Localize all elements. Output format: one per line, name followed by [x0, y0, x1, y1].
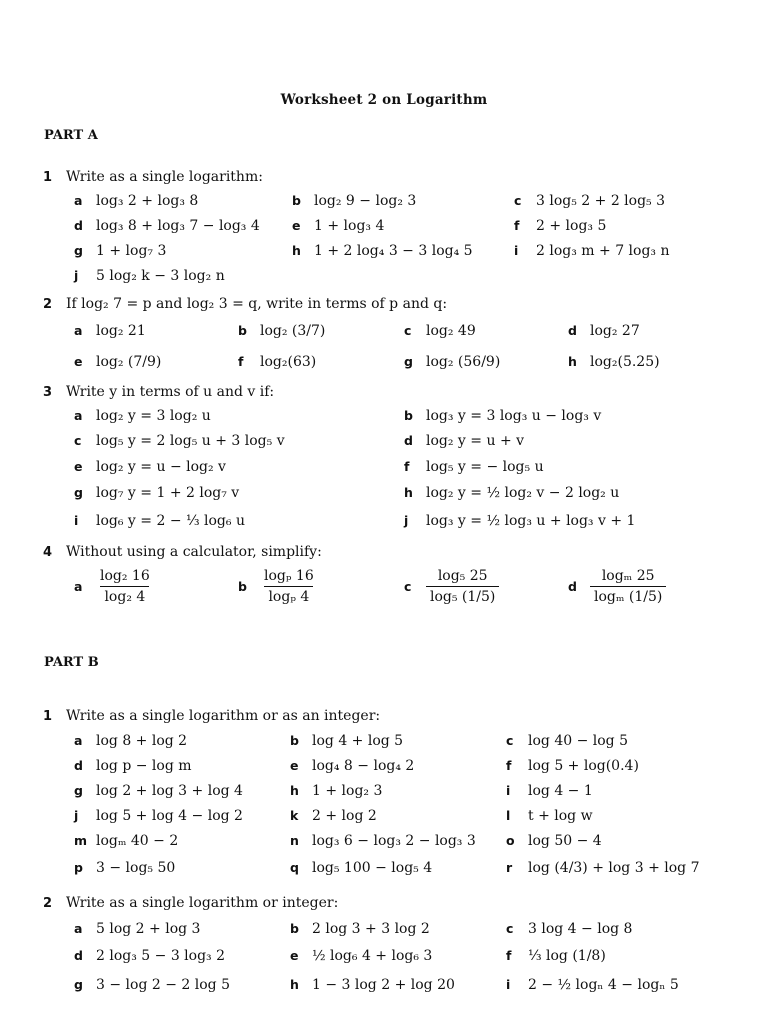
item-letter: c: [514, 193, 522, 208]
b-q1-item: [290, 808, 377, 824]
item-expression: log 4 − 1: [528, 783, 593, 799]
fraction-numerator: log₅ 25: [437, 568, 488, 584]
b-q1-item: [506, 783, 593, 799]
item-letter: h: [292, 243, 301, 258]
a-q3-item: [404, 513, 635, 529]
b-q1-text: Write as a single logarithm or as an integer:: [66, 708, 381, 724]
item-letter: f: [506, 948, 512, 963]
item-expression: log₂ (56/9): [426, 354, 501, 370]
item-letter: h: [290, 977, 299, 992]
item-expression: log 4 + log 5: [312, 733, 404, 749]
a-q2-item: [238, 354, 316, 370]
item-letter: k: [290, 808, 299, 823]
b-q1-item: [290, 783, 382, 799]
item-letter: g: [74, 485, 83, 500]
a-q1-item: [74, 193, 198, 209]
b-q2-item: [74, 921, 200, 937]
item-expression: log 50 − 4: [528, 833, 602, 849]
item-letter: i: [74, 513, 79, 528]
a-q1-item: [514, 218, 606, 234]
item-letter: g: [74, 977, 83, 992]
item-letter: c: [404, 579, 412, 594]
item-letter: g: [74, 783, 83, 798]
item-expression: log₅ y = − log₅ u: [426, 459, 544, 475]
item-expression: log 5 + log(0.4): [528, 758, 639, 774]
item-letter: b: [290, 921, 299, 936]
item-letter: i: [506, 977, 511, 992]
item-expression: 1 + 2 log₄ 3 − 3 log₄ 5: [314, 243, 473, 259]
item-expression: log₂ y = ½ log₂ v − 2 log₂ u: [426, 485, 620, 501]
a-q3-number: 3: [43, 385, 53, 400]
item-letter: b: [238, 323, 247, 338]
item-expression: log₂(5.25): [590, 354, 660, 370]
item-letter: g: [74, 243, 83, 258]
b-q1-item: [506, 833, 602, 849]
item-expression: ⅓ log (1/8): [528, 948, 606, 964]
item-expression: log₃ y = ½ log₃ u + log₃ v + 1: [426, 513, 636, 529]
item-expression: log 8 + log 2: [96, 733, 188, 749]
a-q1-item: [514, 193, 665, 209]
b-q1-item: [506, 758, 639, 774]
item-letter: i: [506, 783, 511, 798]
item-letter: f: [506, 758, 512, 773]
a-q2-item: [404, 354, 500, 370]
a-q4-item: [74, 568, 154, 605]
a-q4-item: [404, 568, 499, 605]
a-q3-item: [74, 459, 226, 475]
fraction: [590, 568, 666, 605]
a-q4-item: [568, 568, 666, 605]
item-letter: b: [238, 579, 247, 594]
b-q2-item: [506, 977, 679, 993]
item-expression: 1 + log₃ 4: [314, 218, 385, 234]
a-q2-item: [568, 323, 640, 339]
item-letter: p: [74, 860, 83, 875]
a-q1-item: [74, 243, 166, 259]
item-letter: e: [74, 354, 83, 369]
item-expression: 2 log₃ 5 − 3 log₃ 2: [96, 948, 226, 964]
item-letter: a: [74, 408, 83, 423]
item-expression: log₂ y = u + v: [426, 433, 525, 449]
item-expression: 1 + log₇ 3: [96, 243, 167, 259]
b-q1-item: [74, 783, 243, 799]
item-expression: ½ log₆ 4 + log₆ 3: [312, 948, 433, 964]
item-letter: i: [514, 243, 519, 258]
a-q2-item: [238, 323, 325, 339]
a-q4-text: Without using a calculator, simplify:: [66, 544, 322, 560]
item-letter: f: [404, 459, 410, 474]
item-letter: c: [506, 921, 514, 936]
item-letter: f: [238, 354, 244, 369]
b-q2-item: [506, 948, 606, 964]
a-q2-text: If log₂ 7 = p and log₂ 3 = q, write in terms of p and q:: [66, 296, 448, 312]
item-letter: b: [290, 733, 299, 748]
a-q3-item: [74, 433, 285, 449]
fraction: [260, 568, 318, 605]
item-expression: 5 log₂ k − 3 log₂ n: [96, 268, 225, 284]
item-expression: 2 − ½ logₙ 4 − logₙ 5: [528, 977, 679, 993]
fraction: [426, 568, 499, 605]
a-q3-item: [74, 485, 239, 501]
item-letter: c: [404, 323, 412, 338]
item-expression: log₃ 2 + log₃ 8: [96, 193, 199, 209]
a-q2-item: [74, 354, 161, 370]
item-letter: o: [506, 833, 515, 848]
b-q2-item: [290, 948, 432, 964]
b-q1-item: [506, 733, 628, 749]
item-expression: log 40 − log 5: [528, 733, 628, 749]
item-expression: log 5 + log 4 − log 2: [96, 808, 243, 824]
item-letter: a: [74, 193, 83, 208]
a-q1-item: [74, 218, 260, 234]
b-q2-number: 2: [43, 896, 53, 911]
b-q1-item: [506, 808, 593, 824]
b-q2-item: [290, 977, 455, 993]
b-q1-item: [74, 758, 192, 774]
item-letter: d: [568, 323, 577, 338]
item-letter: m: [74, 833, 88, 848]
item-expression: 2 log 3 + 3 log 2: [312, 921, 430, 937]
fraction-numerator: logₚ 16: [264, 568, 314, 584]
item-letter: b: [292, 193, 301, 208]
item-expression: log₂ (3/7): [260, 323, 326, 339]
a-q1-item: [74, 268, 225, 284]
b-q1-item: [506, 860, 700, 876]
a-q3-item: [74, 513, 245, 529]
fraction-numerator: logₘ 25: [601, 568, 655, 584]
item-expression: 3 − log 2 − 2 log 5: [96, 977, 230, 993]
item-letter: a: [74, 733, 83, 748]
item-letter: j: [74, 268, 79, 283]
item-letter: g: [404, 354, 413, 369]
item-expression: 2 log₃ m + 7 log₃ n: [536, 243, 670, 259]
a-q2-item: [568, 354, 660, 370]
b-q1-item: [74, 833, 178, 849]
a-q4-item: [238, 568, 318, 605]
fraction-numerator: log₂ 16: [100, 568, 150, 584]
a-q2-item: [404, 323, 476, 339]
b-q1-item: [74, 860, 175, 876]
a-q1-item: [514, 243, 670, 259]
b-q2-text: Write as a single logarithm or integer:: [66, 895, 339, 911]
a-q1-number: 1: [43, 170, 53, 185]
part-b-heading: PART B: [44, 655, 99, 670]
item-expression: log 2 + log 3 + log 4: [96, 783, 243, 799]
item-letter: c: [506, 733, 514, 748]
b-q2-item: [290, 921, 430, 937]
a-q3-text: Write y in terms of u and v if:: [66, 384, 275, 400]
a-q3-item: [404, 408, 601, 424]
item-letter: h: [404, 485, 413, 500]
item-expression: log₃ 8 + log₃ 7 − log₃ 4: [96, 218, 260, 234]
item-letter: l: [506, 808, 511, 823]
a-q1-item: [292, 218, 384, 234]
item-letter: h: [290, 783, 299, 798]
item-expression: 5 log 2 + log 3: [96, 921, 201, 937]
a-q3-item: [404, 485, 619, 501]
fraction-denominator: logₚ 4: [264, 586, 313, 605]
item-expression: log (4/3) + log 3 + log 7: [528, 860, 700, 876]
item-letter: h: [568, 354, 577, 369]
item-expression: 3 log₅ 2 + 2 log₅ 3: [536, 193, 666, 209]
item-expression: logₘ 40 − 2: [96, 833, 179, 849]
a-q1-item: [292, 243, 473, 259]
a-q2-item: [74, 323, 146, 339]
item-expression: log₃ 6 − log₃ 2 − log₃ 3: [312, 833, 476, 849]
item-expression: log₅ y = 2 log₅ u + 3 log₅ v: [96, 433, 285, 449]
a-q3-item: [404, 459, 544, 475]
item-expression: 3 log 4 − log 8: [528, 921, 633, 937]
item-expression: log₂ 49: [426, 323, 476, 339]
item-letter: q: [290, 860, 299, 875]
b-q1-item: [74, 733, 187, 749]
item-expression: log₂ 9 − log₂ 3: [314, 193, 417, 209]
fraction-denominator: logₘ (1/5): [590, 586, 666, 605]
item-expression: log₃ y = 3 log₃ u − log₃ v: [426, 408, 602, 424]
b-q1-item: [290, 758, 414, 774]
item-letter: e: [292, 218, 301, 233]
a-q2-number: 2: [43, 297, 53, 312]
item-expression: 2 + log₃ 5: [536, 218, 607, 234]
item-expression: 1 − 3 log 2 + log 20: [312, 977, 455, 993]
b-q1-number: 1: [43, 709, 53, 724]
item-letter: a: [74, 323, 83, 338]
item-letter: b: [404, 408, 413, 423]
item-letter: d: [74, 218, 83, 233]
b-q1-item: [290, 733, 403, 749]
a-q4-number: 4: [43, 545, 53, 560]
item-letter: j: [404, 513, 409, 528]
item-letter: e: [290, 948, 299, 963]
item-letter: d: [404, 433, 413, 448]
a-q3-item: [404, 433, 524, 449]
item-letter: d: [568, 579, 577, 594]
part-a-heading: PART A: [44, 128, 98, 143]
fraction-denominator: log₅ (1/5): [426, 586, 499, 605]
item-expression: log₂ (7/9): [96, 354, 162, 370]
item-letter: c: [74, 433, 82, 448]
fraction-denominator: log₂ 4: [100, 586, 149, 605]
item-letter: a: [74, 921, 83, 936]
item-letter: e: [74, 459, 83, 474]
b-q2-item: [506, 921, 632, 937]
item-expression: log p − log m: [96, 758, 192, 774]
item-expression: t + log w: [528, 808, 593, 824]
item-expression: log₄ 8 − log₄ 2: [312, 758, 415, 774]
item-letter: f: [514, 218, 520, 233]
fraction: [96, 568, 154, 605]
item-expression: log₆ y = 2 − ⅓ log₆ u: [96, 513, 245, 529]
item-expression: log₂ 27: [590, 323, 640, 339]
item-expression: log₂ y = u − log₂ v: [96, 459, 226, 475]
item-expression: log₇ y = 1 + 2 log₇ v: [96, 485, 240, 501]
item-expression: 1 + log₂ 3: [312, 783, 383, 799]
item-expression: log₅ 100 − log₅ 4: [312, 860, 433, 876]
item-letter: r: [506, 860, 513, 875]
item-letter: d: [74, 948, 83, 963]
b-q2-item: [74, 948, 225, 964]
b-q2-item: [74, 977, 230, 993]
item-letter: d: [74, 758, 83, 773]
item-expression: 3 − log₅ 50: [96, 860, 176, 876]
worksheet-title: Worksheet 2 on Logarithm: [280, 92, 488, 108]
a-q1-item: [292, 193, 416, 209]
item-expression: log₂ 21: [96, 323, 146, 339]
b-q1-item: [290, 833, 476, 849]
b-q1-item: [290, 860, 432, 876]
item-letter: j: [74, 808, 79, 823]
item-expression: log₂(63): [260, 354, 317, 370]
a-q1-text: Write as a single logarithm:: [66, 169, 263, 185]
item-letter: n: [290, 833, 299, 848]
item-letter: a: [74, 579, 83, 594]
item-expression: log₂ y = 3 log₂ u: [96, 408, 211, 424]
b-q1-item: [74, 808, 243, 824]
item-letter: e: [290, 758, 299, 773]
a-q3-item: [74, 408, 211, 424]
item-expression: 2 + log 2: [312, 808, 377, 824]
